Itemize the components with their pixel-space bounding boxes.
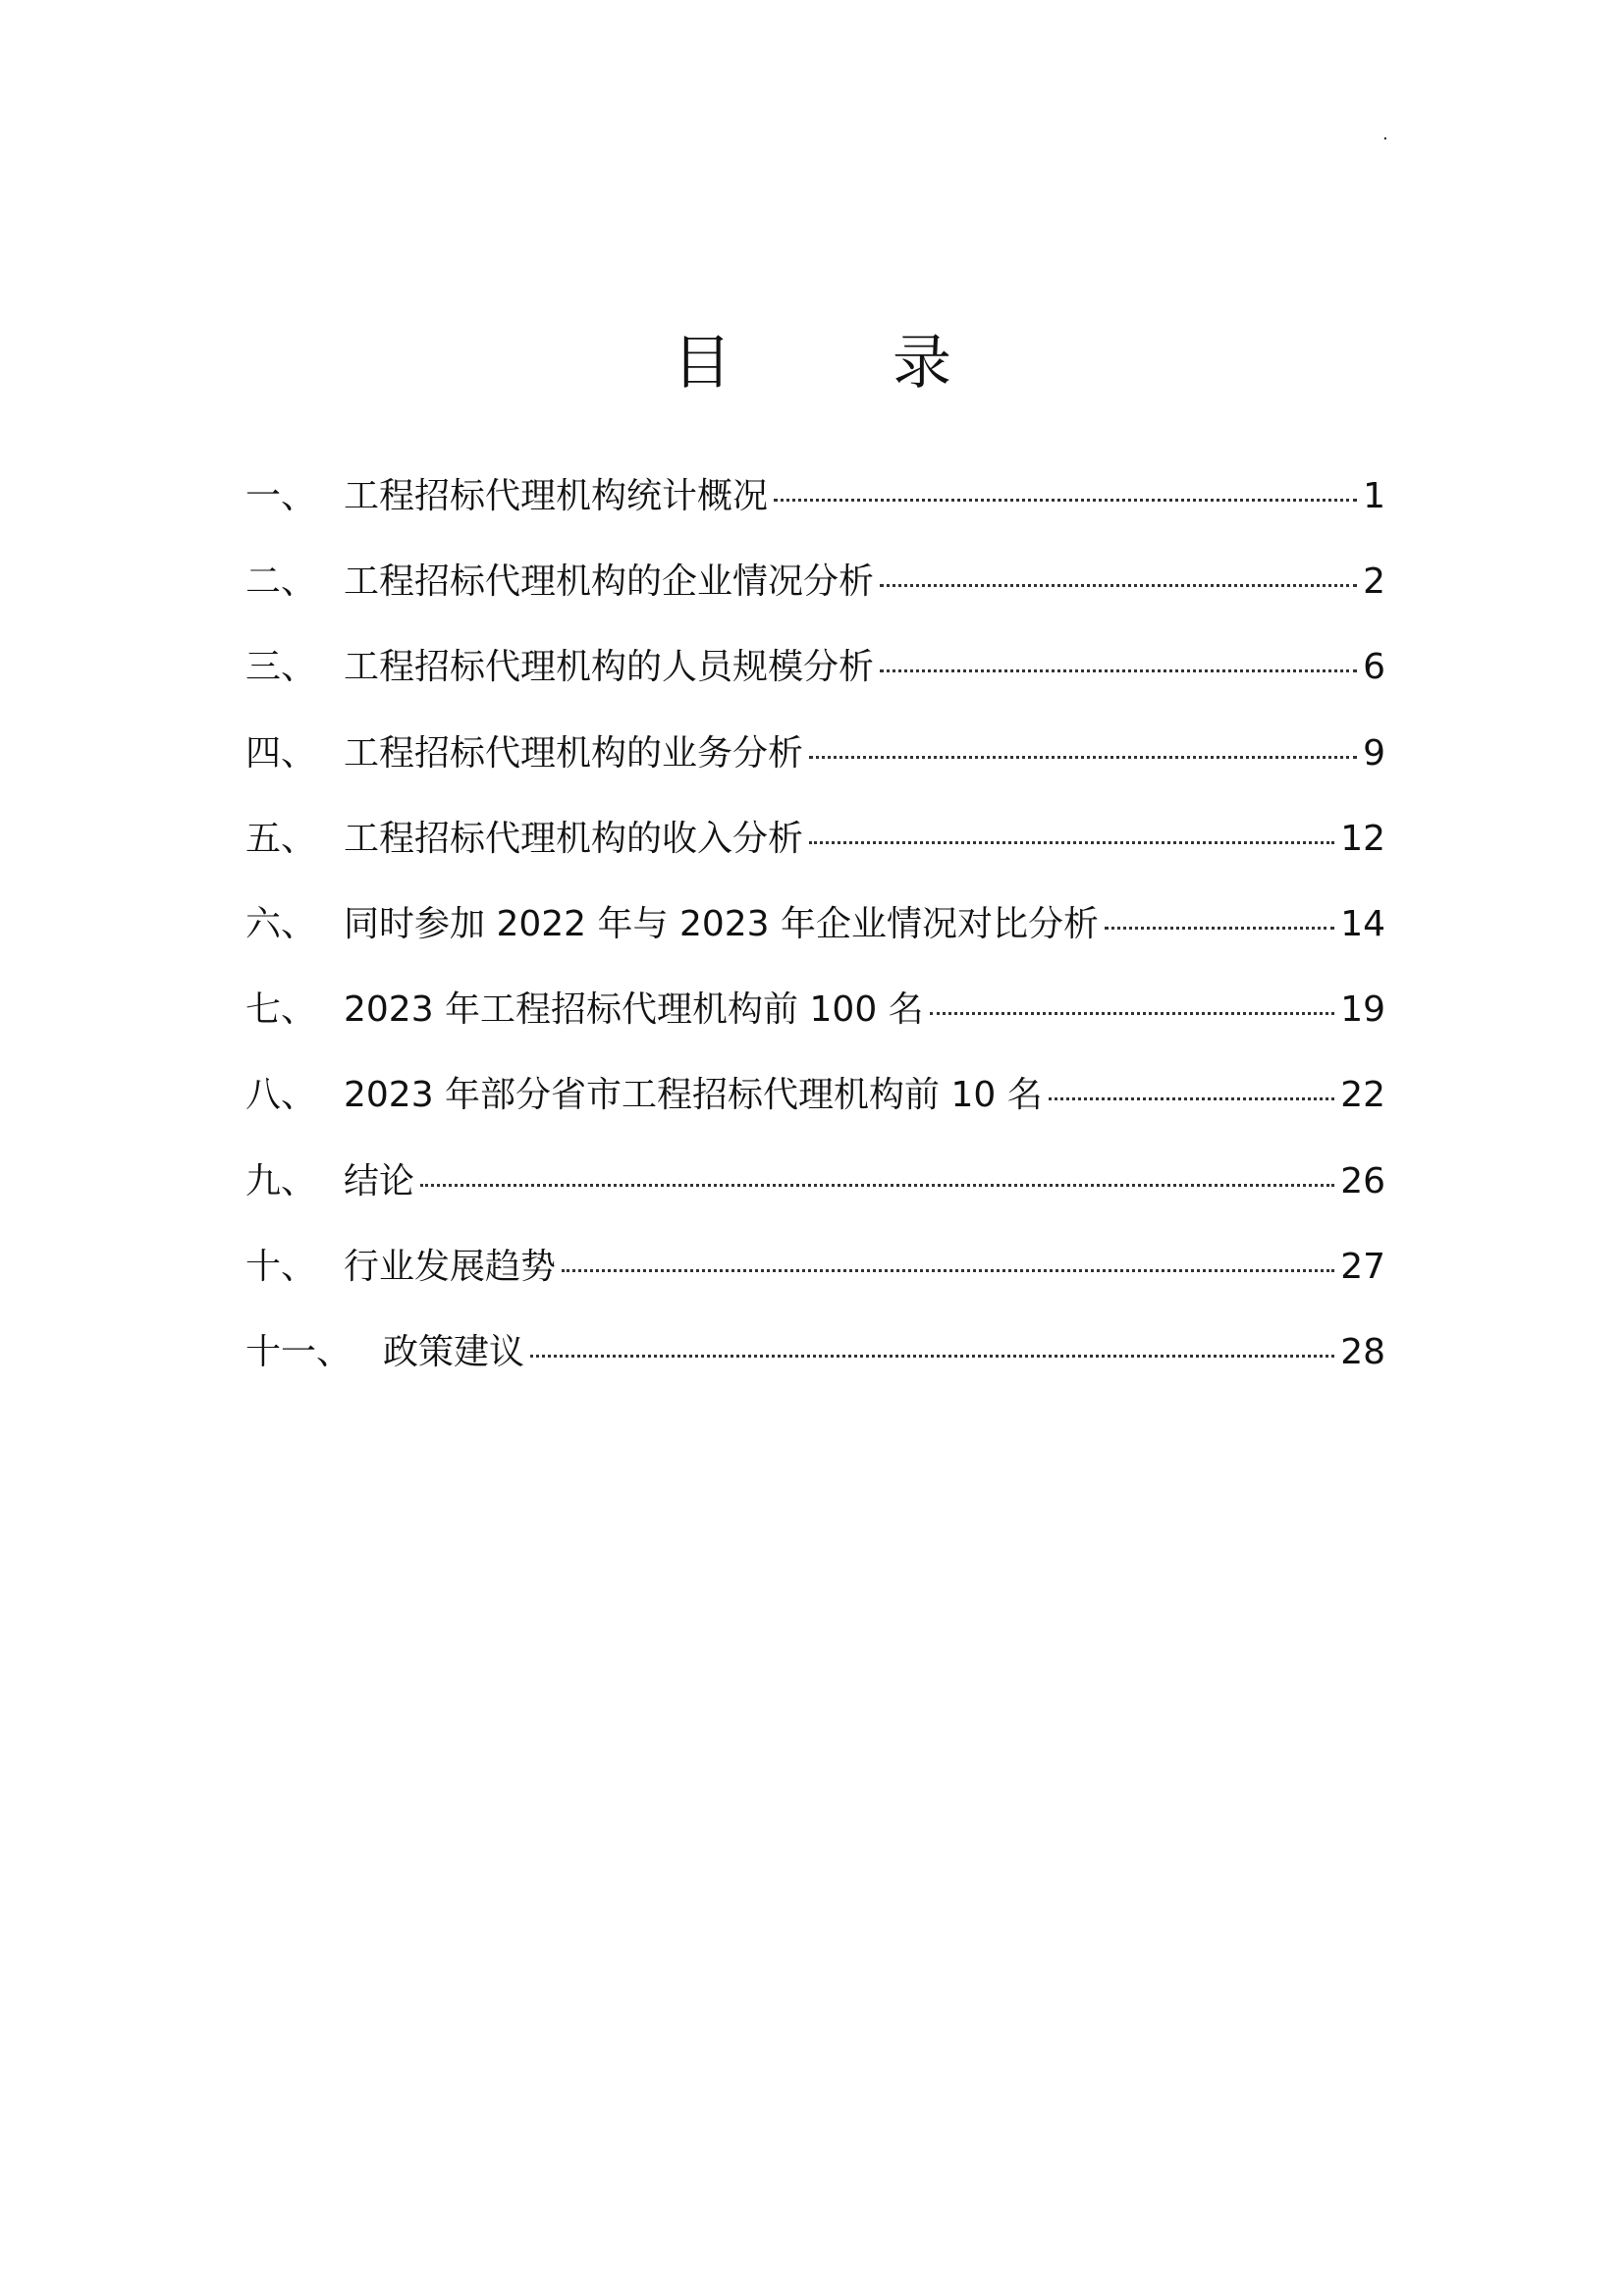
toc-entry-page: 6: [1363, 647, 1385, 688]
toc-dot-leader: [809, 756, 1357, 759]
toc-entry-7[interactable]: [245, 981, 1385, 1066]
toc-entry-page: 2: [1363, 561, 1385, 603]
toc-entry-number: 五、: [245, 818, 317, 859]
toc-entry-label: 同时参加 2022 年与 2023 年企业情况对比分析: [344, 903, 1100, 944]
toc-entry-3[interactable]: [245, 638, 1385, 723]
toc-entry-number: 八、: [245, 1075, 317, 1116]
toc-entry-label: 工程招标代理机构的企业情况分析: [344, 561, 875, 603]
toc-entry-page: 28: [1340, 1331, 1385, 1372]
toc-dot-leader: [880, 669, 1357, 672]
toc-entry-4[interactable]: [245, 724, 1385, 810]
toc-entry-label: 政策建议: [383, 1331, 525, 1372]
toc-entry-label: 工程招标代理机构统计概况: [344, 476, 769, 516]
toc-dot-leader: [880, 584, 1357, 587]
toc-dot-leader: [562, 1269, 1334, 1272]
toc-entry-page: 9: [1363, 732, 1385, 774]
toc-entry-number: 七、: [245, 989, 317, 1031]
toc-entry-page: 22: [1340, 1075, 1385, 1116]
toc-dot-leader: [1049, 1097, 1334, 1100]
toc-entry-number: 十一、: [245, 1331, 352, 1372]
toc-entry-page: 12: [1340, 818, 1385, 859]
page-title: 目 录: [673, 329, 1002, 399]
toc-dot-leader: [1105, 927, 1334, 930]
toc-entry-label: 工程招标代理机构的收入分析: [344, 818, 804, 859]
toc-dot-leader: [774, 499, 1357, 502]
toc-entry-label: 2023 年工程招标代理机构前 100 名: [344, 989, 924, 1031]
toc-entry-label: 工程招标代理机构的业务分析: [344, 732, 804, 774]
toc-entry-6[interactable]: [245, 895, 1385, 981]
toc-entry-page: 26: [1340, 1160, 1385, 1201]
toc-entry-number: 九、: [245, 1160, 317, 1201]
toc-entry-9[interactable]: [245, 1152, 1385, 1238]
toc-dot-leader: [809, 841, 1334, 844]
toc-dot-leader: [420, 1184, 1334, 1187]
toc-entry-11[interactable]: [245, 1323, 1385, 1409]
toc-entry-page: 1: [1363, 476, 1385, 516]
toc-entry-page: 14: [1340, 903, 1385, 944]
toc-entry-label: 结论: [344, 1160, 415, 1201]
toc-entry-label: 行业发展趋势: [344, 1246, 557, 1287]
table-of-contents: [245, 467, 1385, 1409]
toc-entry-2[interactable]: [245, 553, 1385, 638]
toc-entry-number: 一、: [245, 476, 317, 516]
toc-entry-page: 27: [1340, 1246, 1385, 1287]
toc-entry-1[interactable]: [245, 467, 1385, 553]
toc-entry-number: 二、: [245, 561, 317, 603]
toc-entry-label: 工程招标代理机构的人员规模分析: [344, 647, 875, 688]
toc-entry-number: 四、: [245, 732, 317, 774]
toc-entry-label: 2023 年部分省市工程招标代理机构前 10 名: [344, 1075, 1043, 1116]
toc-entry-8[interactable]: [245, 1066, 1385, 1151]
toc-entry-number: 十、: [245, 1246, 317, 1287]
toc-entry-page: 19: [1340, 989, 1385, 1031]
toc-dot-leader: [930, 1012, 1335, 1015]
toc-entry-10[interactable]: [245, 1238, 1385, 1323]
toc-entry-number: 三、: [245, 647, 317, 688]
page-corner-mark: .: [1382, 124, 1388, 144]
toc-dot-leader: [530, 1355, 1334, 1358]
toc-entry-5[interactable]: [245, 810, 1385, 895]
toc-entry-number: 六、: [245, 903, 317, 944]
